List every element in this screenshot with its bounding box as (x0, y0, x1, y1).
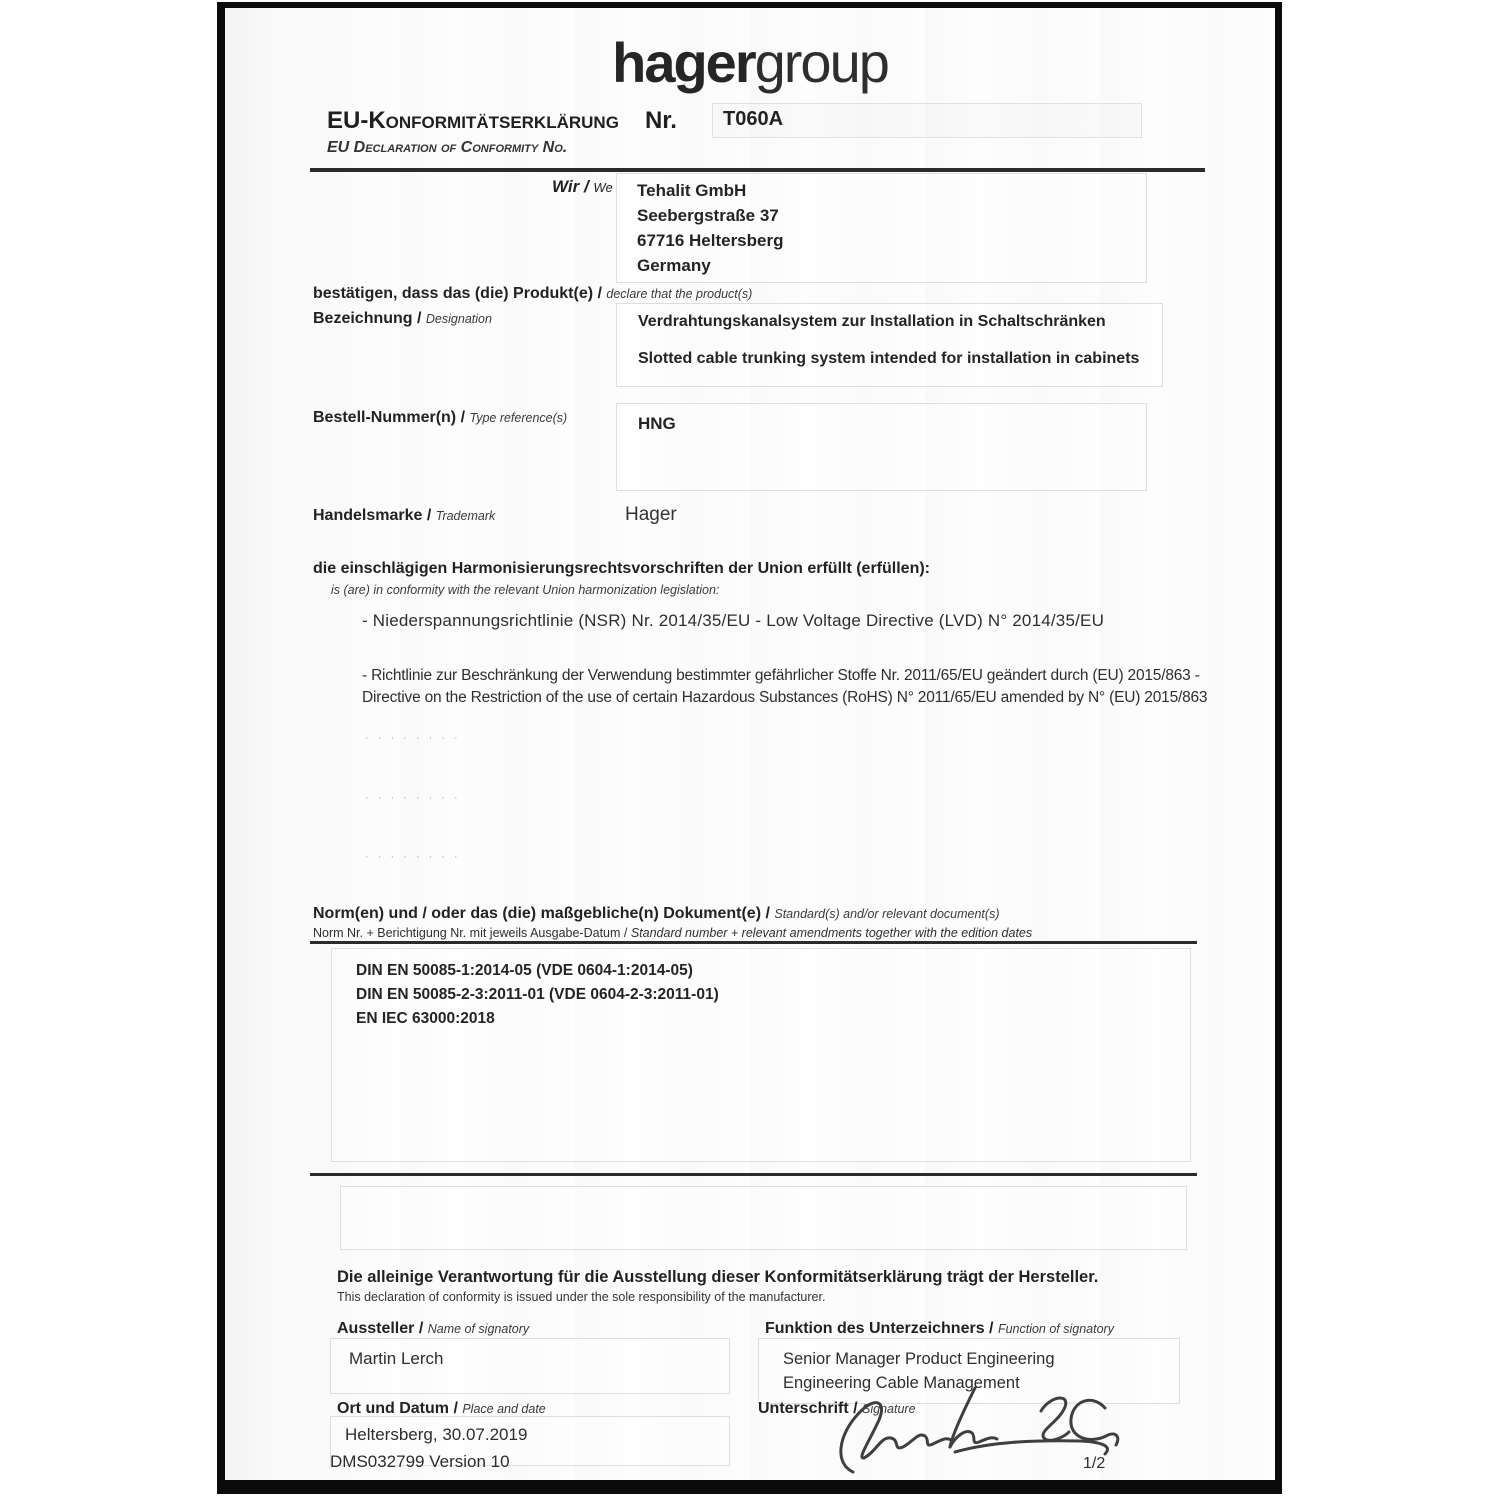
designation-label (313, 310, 492, 328)
issuer-city: 67716 Heltersberg (637, 231, 784, 250)
standards-divider-bottom (310, 1173, 1197, 1176)
responsibility-en: This declaration of conformity is issued under the sole responsibility of the manufacturer. (337, 1290, 826, 1304)
issuer-label-de: Wir / (552, 177, 589, 196)
issuer-country: Germany (637, 256, 711, 275)
signatory-function-line-2: Engineering Cable Management (783, 1374, 1020, 1392)
designation-label-de: Bezeichnung / (313, 310, 422, 327)
type-reference-label (313, 409, 567, 427)
declaration-number-field (712, 103, 1142, 138)
document-reference: DMS032799 Version 10 (330, 1452, 510, 1471)
standards-heading-de: Norm(en) und / oder das (die) maßgebliche(n) Dokument(e) / (313, 905, 770, 922)
page-number: 1/2 (1083, 1455, 1106, 1472)
standards-subheading-de: Norm Nr. + Berichtigung Nr. mit jeweils Ausgabe-Datum / (313, 926, 628, 940)
legislation-heading-de: die einschlägigen Harmonisierungsrechtsvorschriften der Union erfüllt (erfüllen): (313, 560, 930, 577)
standards-divider-top (310, 941, 1197, 944)
empty-remarks-field (340, 1186, 1187, 1250)
issuer-label-en: We (593, 180, 613, 195)
type-reference-label-de: Bestell-Nummer(n) / (313, 409, 466, 426)
confirm-statement (313, 285, 752, 303)
trademark-label-de: Handelsmarke / (313, 507, 432, 524)
confirm-de: bestätigen, dass das (die) Produkt(e) / (313, 285, 602, 302)
signatory-function-line-1: Senior Manager Product Engineering (783, 1350, 1055, 1368)
scan-border-frame (217, 2, 1282, 1494)
legislation-item-lvd: - Niederspannungsrichtlinie (NSR) Nr. 2014/35/EU - Low Voltage Directive (LVD) N° 2014/35/EU (362, 611, 1105, 630)
signatory-name-label (337, 1320, 529, 1338)
standards-heading-en: Standard(s) and/or relevant document(s) (774, 907, 1000, 921)
title-en: EU Declaration of Conformity No. (327, 139, 568, 156)
title-de: EU-Konformitätserklärung (327, 107, 619, 134)
standards-heading (313, 905, 1000, 923)
signature-label-de: Unterschrift / (758, 1400, 858, 1417)
designation-value-de: Verdrahtungskanalsystem zur Installation in Schaltschränken (638, 313, 1106, 330)
confirm-en: declare that the product(s) (606, 287, 753, 301)
standards-field (331, 948, 1191, 1162)
signatory-name-field (330, 1338, 730, 1394)
place-date-value: Heltersberg, 30.07.2019 (345, 1425, 528, 1444)
legislation-heading-en: is (are) in conformity with the relevant Union harmonization legislation: (331, 583, 720, 597)
hagergroup-logo (225, 30, 1275, 95)
issuer-label (552, 177, 613, 197)
signature-label-en: Signature (862, 1402, 916, 1416)
title-nr-label: Nr. (644, 107, 677, 134)
designation-field (616, 303, 1163, 387)
standards-subheading (313, 926, 1032, 940)
type-reference-field (616, 403, 1147, 491)
standard-item-3: EN IEC 63000:2018 (356, 1010, 495, 1027)
declaration-number-value: T060A (723, 108, 784, 130)
placeholder-dots-2: · · · · · · · · (365, 792, 461, 804)
designation-value-en: Slotted cable trunking system intended for installation in cabinets (638, 350, 1140, 367)
type-reference-label-en: Type reference(s) (469, 411, 568, 425)
standard-item-1: DIN EN 50085-1:2014-05 (VDE 0604-1:2014-05) (356, 962, 693, 979)
trademark-label-en: Trademark (435, 509, 496, 523)
logo-light-part: group (754, 31, 888, 94)
signatory-function-label-en: Function of signatory (997, 1322, 1114, 1336)
standards-subheading-en: Standard number + relevant amendments together with the edition dates (630, 926, 1033, 940)
place-date-label-de: Ort und Datum / (337, 1400, 458, 1417)
issuer-street: Seebergstraße 37 (637, 206, 779, 225)
signatory-name-label-en: Name of signatory (427, 1322, 530, 1336)
title-divider-rule (310, 168, 1205, 172)
issuer-company: Tehalit GmbH (637, 181, 747, 200)
placeholder-dots-3: · · · · · · · · (365, 851, 461, 863)
logo-bold-part: hager (612, 31, 755, 94)
standard-item-2: DIN EN 50085-2-3:2011-01 (VDE 0604-2-3:2011-01) (356, 986, 719, 1003)
document-page (225, 8, 1275, 1480)
designation-label-en: Designation (425, 312, 492, 326)
placeholder-dots-1: · · · · · · · · (365, 732, 461, 744)
responsibility-de: Die alleinige Verantwortung für die Ausstellung dieser Konformitätserklärung trägt der Hersteller. (337, 1268, 1099, 1286)
issuer-address (637, 178, 783, 278)
page-title (327, 107, 677, 135)
place-date-label-en: Place and date (462, 1402, 546, 1416)
signatory-function-label (765, 1320, 1114, 1338)
signatory-name-value: Martin Lerch (349, 1349, 444, 1368)
signatory-function-label-de: Funktion des Unterzeichners / (765, 1320, 994, 1337)
signatory-name-label-de: Aussteller / (337, 1320, 424, 1337)
standards-list (356, 959, 719, 1031)
legislation-item-rohs: - Richtlinie zur Beschränkung der Verwendung bestimmter gefährlicher Stoffe Nr. 2011/65/EU geändert durch (EU) 2015/863 - Directive on the Restriction of the use of certain Hazardous Substances (RoHS) N° 2011/65/EU amended by N° (EU) 2015/863 (362, 667, 1208, 706)
trademark-label (313, 507, 495, 525)
trademark-value: Hager (625, 504, 677, 525)
type-reference-value: HNG (638, 414, 676, 433)
